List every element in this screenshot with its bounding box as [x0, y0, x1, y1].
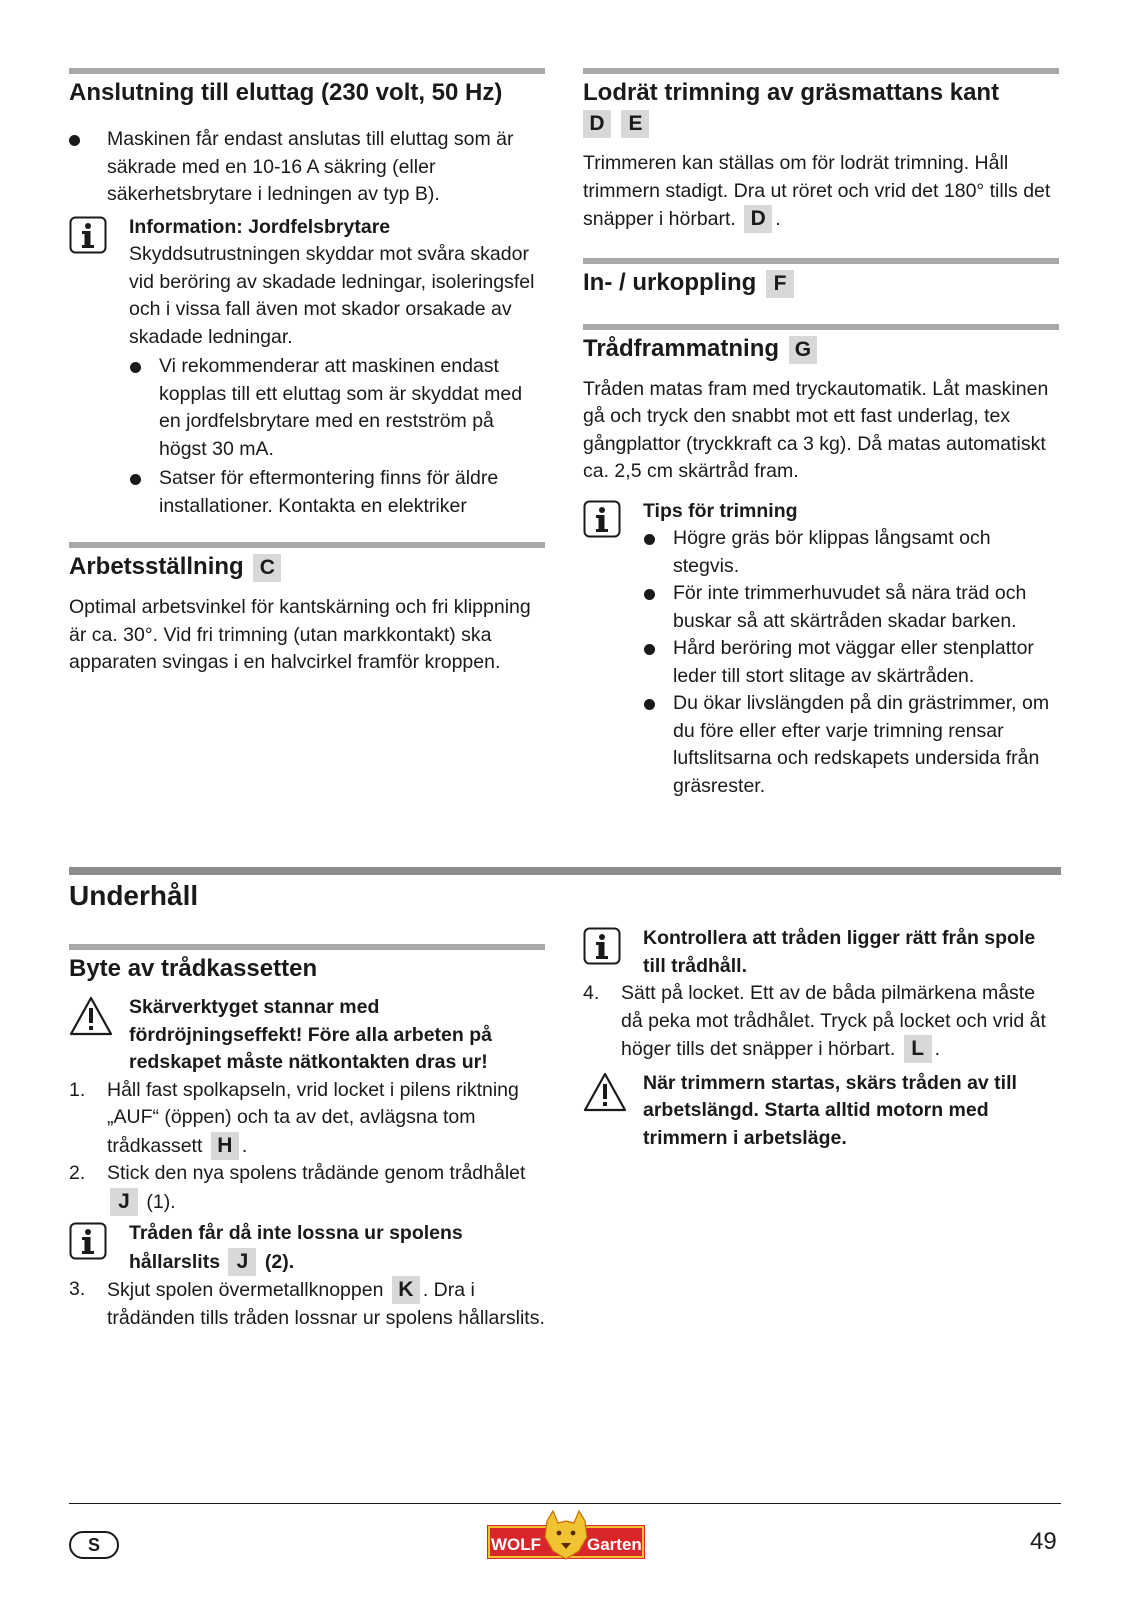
- note-text-rcd: Skyddsutrustningen skyddar mot svåra skador vid beröring av skadade ledningar, isoleringsfel och i vissa fall även mot skador orsakade av skadade ledningar.: [129, 243, 535, 348]
- right-column-bottom: [583, 925, 1059, 1152]
- info-icon: [69, 216, 107, 254]
- section-header-vertical-trim: [583, 68, 1059, 138]
- step-item: 2. Stick den nya spolens trådände genom trådhålet J (1).: [69, 1160, 545, 1216]
- section-title-cassette: Byte av trådkassetten: [69, 955, 318, 982]
- step-item: 3. Skjut spolen övermetallknoppen K . Dra i trådänden tills tråden lossnar ur spolens hållarslits.: [69, 1278, 545, 1329]
- steps-list-b: [69, 1276, 545, 1332]
- info-note-check: [583, 925, 1059, 980]
- info-icon: [583, 927, 621, 965]
- tip-item: För inte trimmerhuvudet så nära träd och buskar så att skärtråden skadar barken.: [643, 580, 1059, 635]
- section-header-position: [69, 542, 545, 582]
- section-title-connection: Anslutning till eluttag (230 volt, 50 Hz): [69, 79, 503, 106]
- section-header-feed: [583, 324, 1059, 364]
- note-title-tips: Tips för trimning: [643, 499, 798, 522]
- wolf-garten-logo: [487, 1509, 645, 1561]
- figure-label: L: [904, 1035, 932, 1063]
- info-note-holder: [69, 1220, 545, 1276]
- tip-item: Hård beröring mot väggar eller stenplattor leder till stort slitage av skärtråden.: [643, 635, 1059, 690]
- section-title-vertical-trim: Lodrät trimning av gräsmattans kant: [583, 79, 1000, 106]
- section-header-cassette: [69, 944, 545, 984]
- main-section-title: Underhåll: [69, 880, 199, 911]
- info-note-tips: [583, 498, 1059, 801]
- rcd-bullets: [129, 353, 545, 520]
- info-note-rcd: [69, 214, 545, 521]
- steps-list-c: [583, 980, 1059, 1064]
- position-text: Optimal arbetsvinkel för kantskärning och fri klippning är ca. 30°. Vid fri trimning (utan markkontakt) ska apparaten svingas i en halvcirkel framför kroppen.: [69, 596, 531, 673]
- warning-icon: [583, 1072, 627, 1112]
- left-column-bottom: [69, 944, 545, 1332]
- right-column-top: [583, 68, 1059, 800]
- figure-label: F: [766, 270, 794, 298]
- section-header-connection: [69, 68, 545, 108]
- warning-note-1: [69, 994, 545, 1077]
- figure-label: K: [392, 1276, 420, 1304]
- tip-item: Högre gräs bör klippas långsamt och stegvis.: [643, 525, 1059, 580]
- step-item: 1. Håll fast spolkapseln, vrid locket i pilens riktning „AUF“ (öppen) och ta av det, avlägsna tom trådkassett H .: [69, 1077, 545, 1161]
- connection-bullets: [69, 126, 545, 209]
- tip-item: Du ökar livslängden på din grästrimmer, om du före eller efter varje trimning rensar luftslitsarna och redskapets undersida från gräsrester.: [643, 690, 1059, 800]
- logo-text-left: WOLF: [491, 1535, 542, 1554]
- tips-list: [643, 525, 1059, 800]
- bullet-item: Satser för eftermontering finns för äldre installationer. Kontakta en elektriker: [129, 465, 545, 520]
- warning-text-2: När trimmern startas, skärs tråden av till arbetslängd. Starta alltid motorn med trimmern i arbetsläge.: [643, 1071, 1017, 1149]
- note-title-rcd: Information: Jordfelsbrytare: [129, 215, 391, 238]
- figure-label: C: [253, 554, 281, 582]
- figure-label: H: [211, 1132, 239, 1160]
- info-icon: [69, 1222, 107, 1260]
- figure-label: E: [621, 110, 649, 138]
- vertical-trim-text: Trimmeren kan ställas om för lodrät trimning. Håll trimmern stadigt. Dra ut röret och vrid det 180° tills det snäpper i hörbart. D .: [583, 150, 1059, 234]
- bullet-item: Maskinen får endast anslutas till eluttag som är säkrade med en 10-16 A säkring (eller säkerhetsbrytare i ledningen av typ B).: [69, 126, 545, 209]
- feed-text: Tråden matas fram med tryckautomatik. Låt maskinen gå och tryck den snabbt mot ett fast underlag, tex gångplattor (tryckkraft ca 3 kg). Då matas automatiskt ca. 2,5 cm skärtråd fram.: [583, 377, 1049, 482]
- bullet-item: Vi rekommenderar att maskinen endast kopplas till ett eluttag som är skyddat med en jordfelsbrytare med en restström på högst 30 mA.: [129, 353, 545, 463]
- step-item: 4. Sätt på locket. Ett av de båda pilmärkena måste då peka mot trådhålet. Tryck på locket och vrid åt höger tills det snäpper i hörbart. L .: [583, 980, 1059, 1064]
- section-title-feed: Trådframmatning G: [583, 334, 1059, 364]
- warning-note-2: [583, 1070, 1059, 1153]
- footer-rule: [69, 1503, 1061, 1504]
- warning-icon: [69, 996, 113, 1036]
- main-section-rule: [69, 867, 1061, 875]
- info-icon: [583, 500, 621, 538]
- warning-text-1: Skärverktyget stannar med fördröjningseffekt! Före alla arbeten på redskapet måste nätkontakten dras ur!: [129, 996, 492, 1073]
- country-badge: S: [69, 1531, 119, 1559]
- figure-label: D: [744, 205, 772, 233]
- info-text-holder: Tråden får då inte lossna ur spolens hållarslits J (2).: [129, 1220, 545, 1276]
- section-header-switch: [583, 258, 1059, 298]
- steps-list-a: [69, 1077, 545, 1217]
- section-title-position: Arbetsställning C: [69, 552, 545, 582]
- figure-label: J: [110, 1188, 138, 1216]
- info-text-check: Kontrollera att tråden ligger rätt från spole till trådhåll.: [643, 927, 1036, 977]
- page-number: 49: [1030, 1528, 1057, 1555]
- figure-label: D: [583, 110, 611, 138]
- left-column-top: [69, 68, 545, 677]
- figure-label: G: [789, 336, 817, 364]
- figure-label: J: [228, 1248, 256, 1276]
- logo-text-right: Garten: [587, 1535, 642, 1554]
- figure-labels: [580, 110, 1059, 138]
- section-title-switch: In- / urkoppling F: [583, 268, 1059, 298]
